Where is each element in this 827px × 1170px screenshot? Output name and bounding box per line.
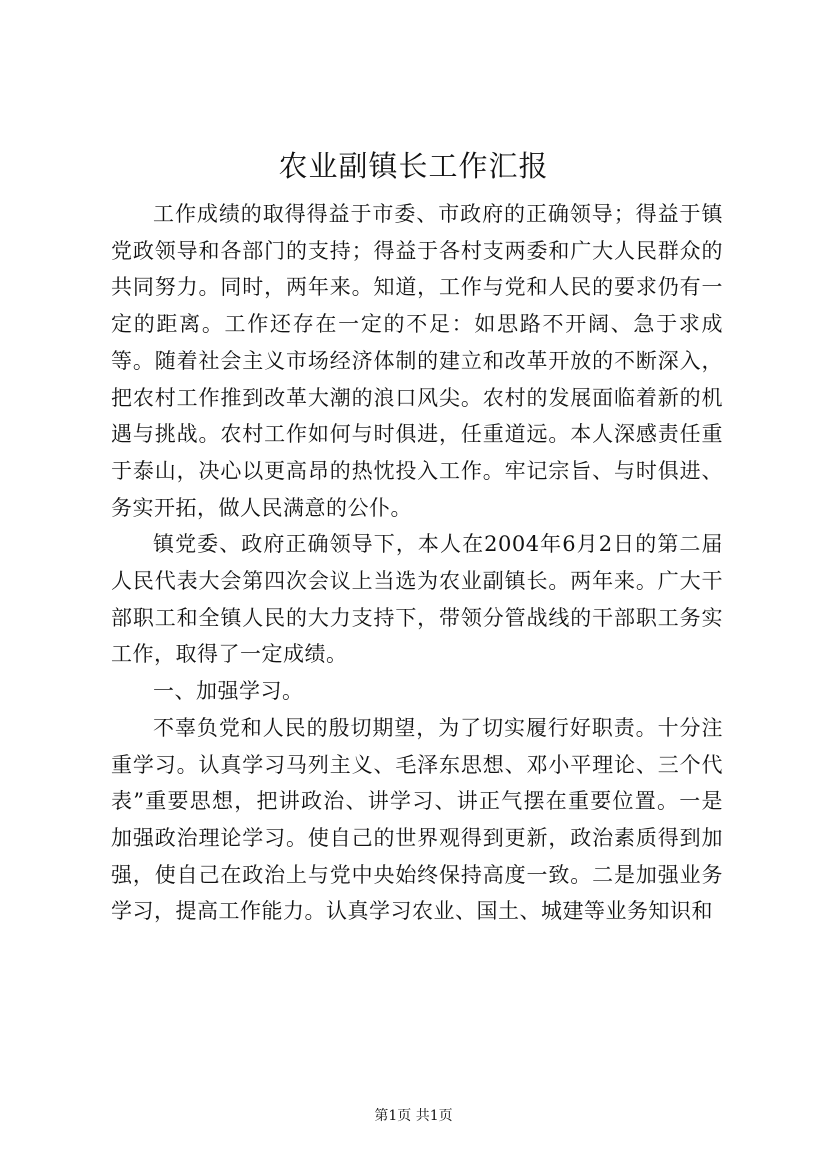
page-footer: 第1页 共1页: [374, 1108, 453, 1124]
paragraph-2: 镇党委、政府正确领导下，本人在2004年6月2日的第二届人民代表大会第四次会议上当选为农业副镇长。两年来。广大干部职工和全镇人民的大力支持下，带领分管战线的干部职工务实工作，取得了一定成绩。: [111, 532, 723, 667]
paragraph-3: 不辜负党和人民的殷切期望，为了切实履行好职责。十分注重学习。认真学习马列主义、毛泽东思想、邓小平理论、三个代表”重要思想，把讲政治、讲学习、讲正气摆在重要位置。一是加强政治理论学习。使自己的世界观得到更新，政治素质得到加强，使自己在政治上与党中央始终保持高度一致。二是加强业务学习，提高工作能力。认真学习农业、国土、城建等业务知识和: [111, 715, 723, 924]
document-title: 农业副镇长工作汇报: [278, 149, 549, 183]
section-heading-1: 一、加强学习。: [153, 679, 304, 704]
document-body: [111, 196, 723, 930]
paragraph-1: 工作成绩的取得得益于市委、市政府的正确领导；得益于镇党政领导和各部门的支持；得益于各村支两委和广大人民群众的共同努力。同时，两年来。知道，工作与党和人民的要求仍有一定的距离。工作还存在一定的不足：如思路不开阔、急于求成等。随着社会主义市场经济体制的建立和改革开放的不断深入，把农村工作推到改革大潮的浪口风尖。农村的发展面临着新的机遇与挑战。农村工作如何与时俱进，任重道远。本人深感责任重于泰山，决心以更高昂的热忱投入工作。牢记宗旨、与时俱进、务实开拓，做人民满意的公仆。: [111, 202, 723, 520]
